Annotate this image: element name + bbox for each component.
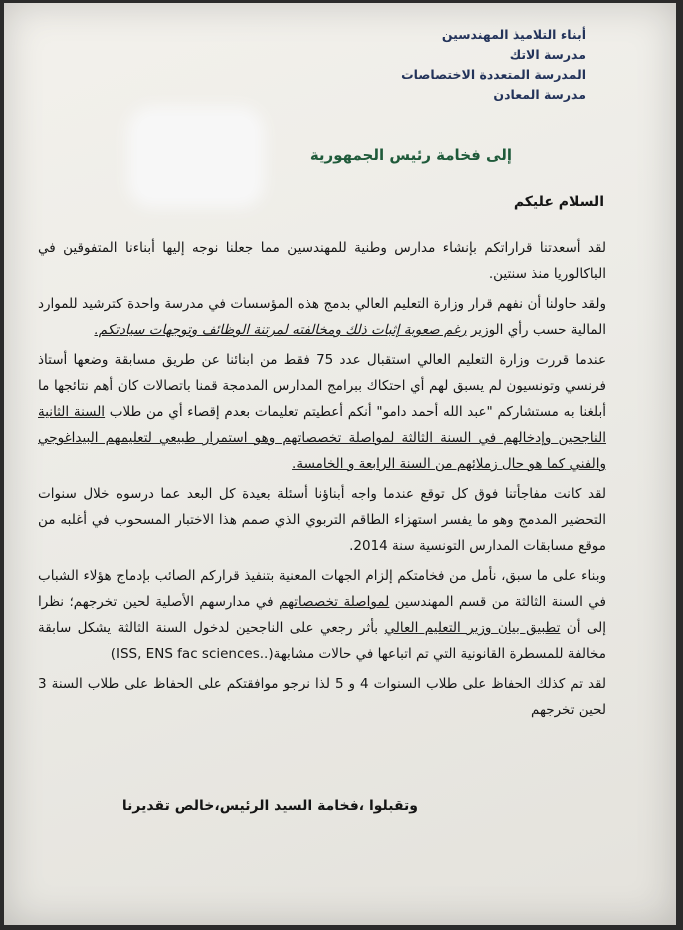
- paragraph: [38, 563, 606, 667]
- sender-line: مدرسة الاتك: [509, 47, 586, 62]
- letter-body: [38, 235, 606, 727]
- underlined-text: تطبيق بيان وزير التعليم العالي: [384, 620, 561, 636]
- sender-line: أبناء التلاميذ المهندسين: [441, 27, 586, 42]
- closing-line: وتقبلوا ،فخامة السيد الرئيس،خالص تقديرنا: [121, 798, 418, 814]
- letter-page: [4, 3, 676, 925]
- underlined-text: لمواصلة تخصصاتهم: [279, 594, 390, 610]
- underlined-text: السنة الثانية الناجحين وإدخالهم في السنة الثالثة لمواصلة تخصصاتهم وهو استمرار طبيعي لتعليمهم البيداغوجي والفني كما هو حال زملائهم من السنة الرابعة و الخامسة.: [38, 404, 606, 472]
- underlined-text: رغم صعوبة إثبات ذلك ومخالفته لمرتنة الوظائف وتوجهات سيادتكم.: [94, 322, 467, 338]
- paragraph: [38, 347, 606, 477]
- paragraph-text: بأثر رجعي على الناجحين لدخول السنة الثالثة يشكل سابقة مخالفة للمسطرة القانونية التي تم اتباعها في حالات مشابهة(..ISS, ENS fac sciences): [38, 620, 606, 662]
- paragraph: لقد تم كذلك الحفاظ على طلاب السنوات 4 و 5 لذا نرجو موافقتكم على الحفاظ على طلاب السنة 3 لحين تخرجهم: [38, 676, 606, 718]
- recipient-line: إلى فخامة رئيس الجمهورية: [309, 146, 512, 164]
- paragraph: [38, 291, 606, 343]
- sender-line: المدرسة المتعددة الاختصاصات: [401, 67, 586, 82]
- paragraph-text: وبناء على ما سبق، نأمل من فخامتكم إلزام الجهات المعنية بتنفيذ قراركم الصائب بإدماج هؤلاء الشباب في السنة الثالثة من قسم المهندسين: [38, 568, 606, 610]
- paragraph: لقد كانت مفاجأتنا فوق كل توقع عندما واجه أبناؤنا أسئلة بعيدة كل البعد عما درسوه خلال سنوات التحضير المدمج وهو ما يفسر استهزاء الطاقم التربوي الذي صمم هذا الاختبار المسحوب في أغلبه من موقع مسابقات المدارس التونسية سنة 2014.: [38, 486, 606, 554]
- sender-line: مدرسة المعادن: [493, 87, 586, 102]
- paragraph-text: عندما قررت وزارة التعليم العالي استقبال عدد 75 فقط من ابنائنا عن طريق مسابقة وضعها أستاذ فرنسي وتونسيون لم يسبق لهم أي احتكاك ببرامج المدارس المدمجة قمنا باتصالات كان أهم نتائجها ما أبلغنا به مستشاركم "عبد الله أحمد دامو" أنكم أعطيتم تعليمات بعدم إقصاء أي من طلاب: [38, 352, 606, 420]
- sender-block: [401, 25, 586, 105]
- greeting: السلام عليكم: [513, 194, 604, 210]
- paragraph-text: ولقد حاولنا أن نفهم قرار وزارة التعليم العالي بدمج هذه المؤسسات في مدرسة واحدة كترشيد للموارد المالية حسب رأي الوزير: [38, 296, 606, 338]
- paragraph: لقد أسعدتنا قراراتكم بإنشاء مدارس وطنية للمهندسين مما جعلنا نوجه إليها أبناءنا المتفوقين في الباكالوريا منذ سنتين.: [38, 240, 606, 282]
- redaction-blur: [137, 116, 255, 198]
- paragraph-text: في مدارسهم الأصلية لحين تخرجهم؛ نظرا إلى أن: [38, 594, 606, 636]
